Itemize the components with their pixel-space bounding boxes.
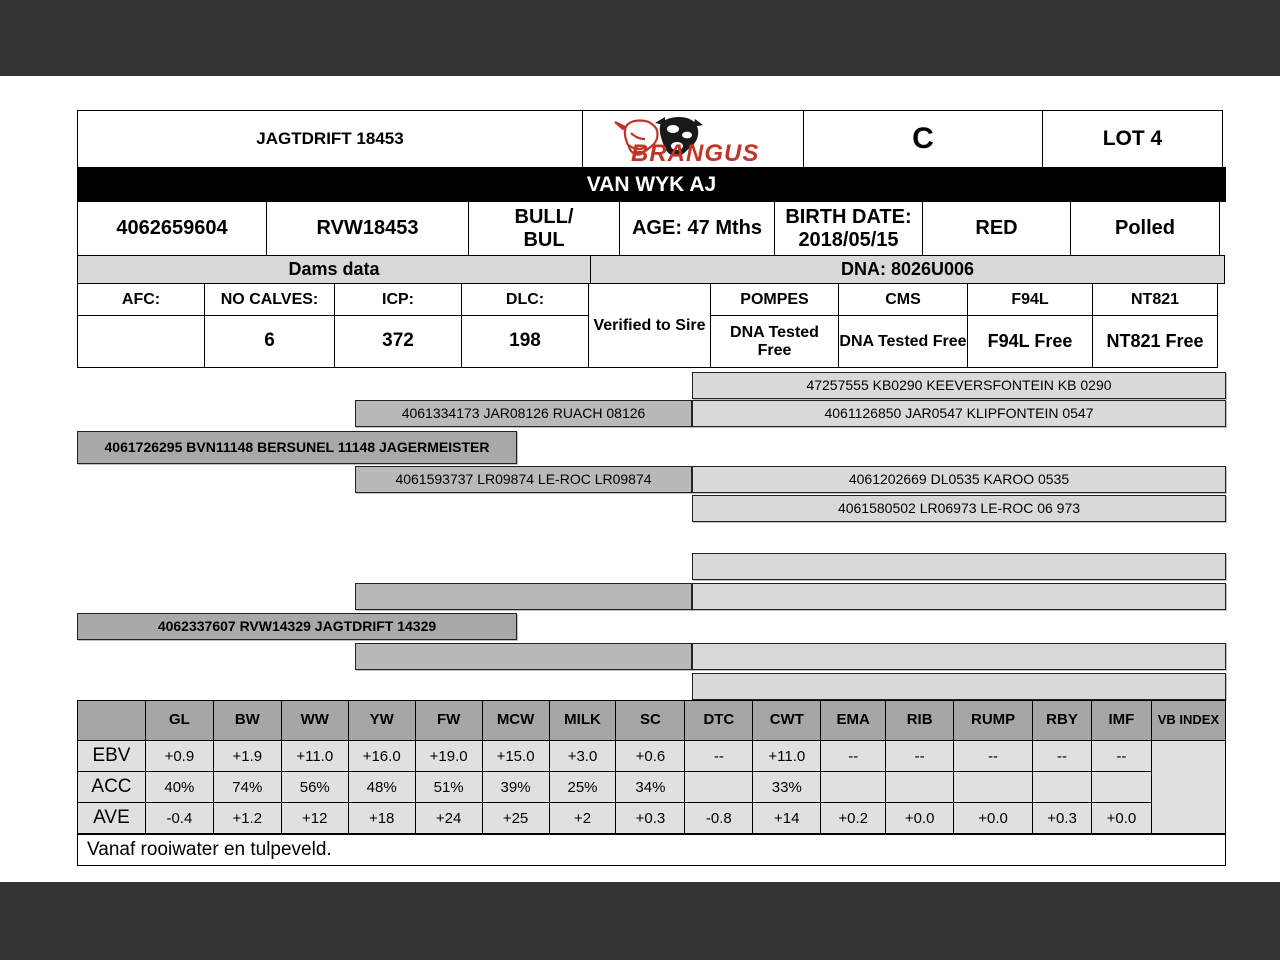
afc-value: [78, 316, 204, 367]
pedigree-sire-dam: 4061593737 LR09874 LE-ROC LR09874: [355, 466, 692, 493]
top-letterbox-band: [0, 0, 1280, 76]
ebv-column-header-rib: RIB: [886, 701, 954, 741]
no-calves-column: [204, 283, 335, 368]
ebv-cell-ave-yw: +18: [348, 803, 415, 834]
ebv-cell-ave-mcw: +25: [482, 803, 549, 834]
dlc-value: 198: [509, 330, 541, 352]
ebv-cell-ebv-rby: --: [1033, 741, 1092, 772]
pedigree-sire-dam-dam: 4061580502 LR06973 LE-ROC 06 973: [692, 495, 1226, 522]
no-calves-value: 6: [264, 330, 275, 352]
ebv-cell-ebv-ema: --: [821, 741, 886, 772]
icp-label: ICP:: [335, 284, 461, 316]
afc-label: AFC:: [78, 284, 204, 316]
nt821-label: NT821: [1093, 284, 1217, 316]
ebv-column-header-sc: SC: [616, 701, 685, 741]
lot-number: LOT 4: [1042, 110, 1223, 168]
sex-line1: BULL/: [514, 205, 574, 228]
ebv-cell-ave-cwt: +14: [753, 803, 821, 834]
f94l-value: F94L Free: [987, 330, 1073, 351]
pedigree-sire: 4061726295 BVN11148 BERSUNEL 11148 JAGERMEISTER: [77, 431, 517, 464]
sex-line2: BUL: [523, 228, 565, 251]
ebv-row-label-ave: AVE: [78, 803, 146, 834]
ebv-column-header-mcw: MCW: [482, 701, 549, 741]
brangus-logo-icon: [603, 113, 783, 165]
dlc-column: [461, 283, 589, 368]
ebv-header-blank: [78, 701, 146, 741]
ebv-column-header-vb-index: VB INDEX: [1151, 701, 1225, 741]
group-letter: C: [803, 110, 1043, 168]
ebv-cell-ebv-bw: +1.9: [213, 741, 281, 772]
ebv-cell-acc-mcw: 39%: [482, 772, 549, 803]
ebv-cell-ave-rby: +0.3: [1033, 803, 1092, 834]
age-cell: AGE: 47 Mths: [619, 201, 775, 256]
pedigree-dam-dam-dam: [692, 673, 1226, 700]
ebv-cell-acc-sc: 34%: [616, 772, 685, 803]
ebv-cell-ebv-rump: --: [954, 741, 1033, 772]
ebv-row-label-ebv: EBV: [78, 741, 146, 772]
ebv-cell-ave-sc: +0.3: [616, 803, 685, 834]
ebv-cell-acc-bw: 74%: [213, 772, 281, 803]
ebv-cell-ebv-fw: +19.0: [415, 741, 482, 772]
pedigree-dam-sire: [355, 583, 692, 610]
brangus-logo: [582, 110, 804, 168]
ebv-column-header-imf: IMF: [1091, 701, 1151, 741]
ebv-cell-acc-dtc: [685, 772, 753, 803]
ebv-column-header-bw: BW: [213, 701, 281, 741]
pedigree-sire-sire-dam: 4061126850 JAR0547 KLIPFONTEIN 0547: [692, 400, 1226, 427]
poll-status-cell: Polled: [1070, 201, 1220, 256]
afc-column: [77, 283, 205, 368]
dna-number: DNA: 8026U006: [590, 255, 1225, 284]
ebv-cell-acc-gl: 40%: [145, 772, 213, 803]
ebv-cell-ave-rump: +0.0: [954, 803, 1033, 834]
ebv-column-header-ww: WW: [281, 701, 348, 741]
ebv-cell-ebv-mcw: +15.0: [482, 741, 549, 772]
owner-bar: VAN WYK AJ: [77, 167, 1226, 202]
pedigree-sire-dam-sire: 4061202669 DL0535 KAROO 0535: [692, 466, 1226, 493]
bottom-letterbox-band: [0, 882, 1280, 960]
ebv-cell-ave-milk: +2: [549, 803, 616, 834]
pompes-value: DNA Tested Free: [730, 323, 819, 359]
ebv-row-label-acc: ACC: [78, 772, 146, 803]
birth-date-label: BIRTH DATE:: [785, 205, 912, 228]
ebv-cell-acc-rby: [1033, 772, 1092, 803]
cms-label: CMS: [839, 284, 967, 316]
ebv-table-grid: [77, 700, 1226, 834]
ebv-cell-acc-fw: 51%: [415, 772, 482, 803]
cms-column: [838, 283, 968, 368]
ebv-cell-acc-rib: [886, 772, 954, 803]
header-row: [77, 110, 1226, 168]
pompes-column: [710, 283, 839, 368]
lot-note: Vanaf rooiwater en tulpeveld.: [77, 834, 1226, 866]
dlc-label: DLC:: [462, 284, 588, 316]
ebv-cell-acc-imf: [1091, 772, 1151, 803]
no-calves-label: NO CALVES:: [205, 284, 334, 316]
f94l-label: F94L: [968, 284, 1092, 316]
lot-card-sheet: [77, 110, 1226, 866]
pompes-label: POMPES: [711, 284, 838, 316]
icp-value: 372: [382, 330, 414, 352]
pedigree-dam: 4062337607 RVW14329 JAGTDRIFT 14329: [77, 613, 517, 640]
ebv-cell-ebv-ww: +11.0: [281, 741, 348, 772]
identity-row: [77, 201, 1226, 256]
ebv-table: [77, 700, 1226, 834]
ebv-cell-ave-rib: +0.0: [886, 803, 954, 834]
ebv-cell-ebv-dtc: --: [685, 741, 753, 772]
ebv-column-header-milk: MILK: [549, 701, 616, 741]
pedigree-sire-sire-sire: 47257555 KB0290 KEEVERSFONTEIN KB 0290: [692, 372, 1226, 399]
sex-cell: [468, 201, 620, 256]
ebv-cell-ebv-sc: +0.6: [616, 741, 685, 772]
ebv-cell-ebv-imf: --: [1091, 741, 1151, 772]
verified-to-sire-label: Verified to Sire: [593, 316, 706, 334]
ebv-cell-acc-milk: 25%: [549, 772, 616, 803]
ebv-column-header-yw: YW: [348, 701, 415, 741]
ebv-column-header-rump: RUMP: [954, 701, 1033, 741]
ebv-cell-acc-cwt: 33%: [753, 772, 821, 803]
ebv-cell-vb-index: [1151, 741, 1225, 834]
ebv-cell-ave-imf: +0.0: [1091, 803, 1151, 834]
herd-id: RVW18453: [266, 201, 469, 256]
f94l-column: [967, 283, 1093, 368]
brangus-logo-text: BRANGUS: [631, 140, 760, 165]
ebv-column-header-ema: EMA: [821, 701, 886, 741]
pedigree-dam-dam-sire: [692, 643, 1226, 670]
ebv-cell-ebv-gl: +0.9: [145, 741, 213, 772]
ebv-column-header-dtc: DTC: [685, 701, 753, 741]
ebv-cell-ave-gl: -0.4: [145, 803, 213, 834]
section-bar: [77, 255, 1226, 284]
nt821-value: NT821 Free: [1106, 330, 1204, 351]
ebv-cell-ebv-cwt: +11.0: [753, 741, 821, 772]
dams-data-table: [77, 283, 1226, 368]
ebv-column-header-gl: GL: [145, 701, 213, 741]
ebv-cell-ave-fw: +24: [415, 803, 482, 834]
birth-date-value: 2018/05/15: [798, 228, 899, 251]
ebv-column-header-cwt: CWT: [753, 701, 821, 741]
ebv-column-header-fw: FW: [415, 701, 482, 741]
ebv-cell-ebv-yw: +16.0: [348, 741, 415, 772]
ebv-cell-acc-ww: 56%: [281, 772, 348, 803]
ebv-cell-ave-bw: +1.2: [213, 803, 281, 834]
colour-cell: RED: [922, 201, 1071, 256]
pedigree-sire-sire: 4061334173 JAR08126 RUACH 08126: [355, 400, 692, 427]
pedigree-dam-sire-sire: [692, 553, 1226, 580]
birth-date-cell: [774, 201, 923, 256]
icp-column: [334, 283, 462, 368]
animal-name: JAGTDRIFT 18453: [77, 110, 583, 168]
pedigree-dam-sire-dam: [692, 583, 1226, 610]
ebv-cell-acc-rump: [954, 772, 1033, 803]
ebv-column-header-rby: RBY: [1033, 701, 1092, 741]
ebv-cell-acc-ema: [821, 772, 886, 803]
dams-data-title: Dams data: [77, 255, 591, 284]
cms-value: DNA Tested Free: [839, 332, 967, 350]
ebv-cell-ave-ema: +0.2: [821, 803, 886, 834]
ebv-cell-ave-dtc: -0.8: [685, 803, 753, 834]
pedigree-dam-dam: [355, 643, 692, 670]
ebv-cell-ebv-milk: +3.0: [549, 741, 616, 772]
registration-number: 4062659604: [77, 201, 267, 256]
nt821-column: [1092, 283, 1218, 368]
ebv-cell-ebv-rib: --: [886, 741, 954, 772]
ebv-cell-ave-ww: +12: [281, 803, 348, 834]
verified-to-sire-cell: [588, 283, 711, 368]
ebv-cell-acc-yw: 48%: [348, 772, 415, 803]
